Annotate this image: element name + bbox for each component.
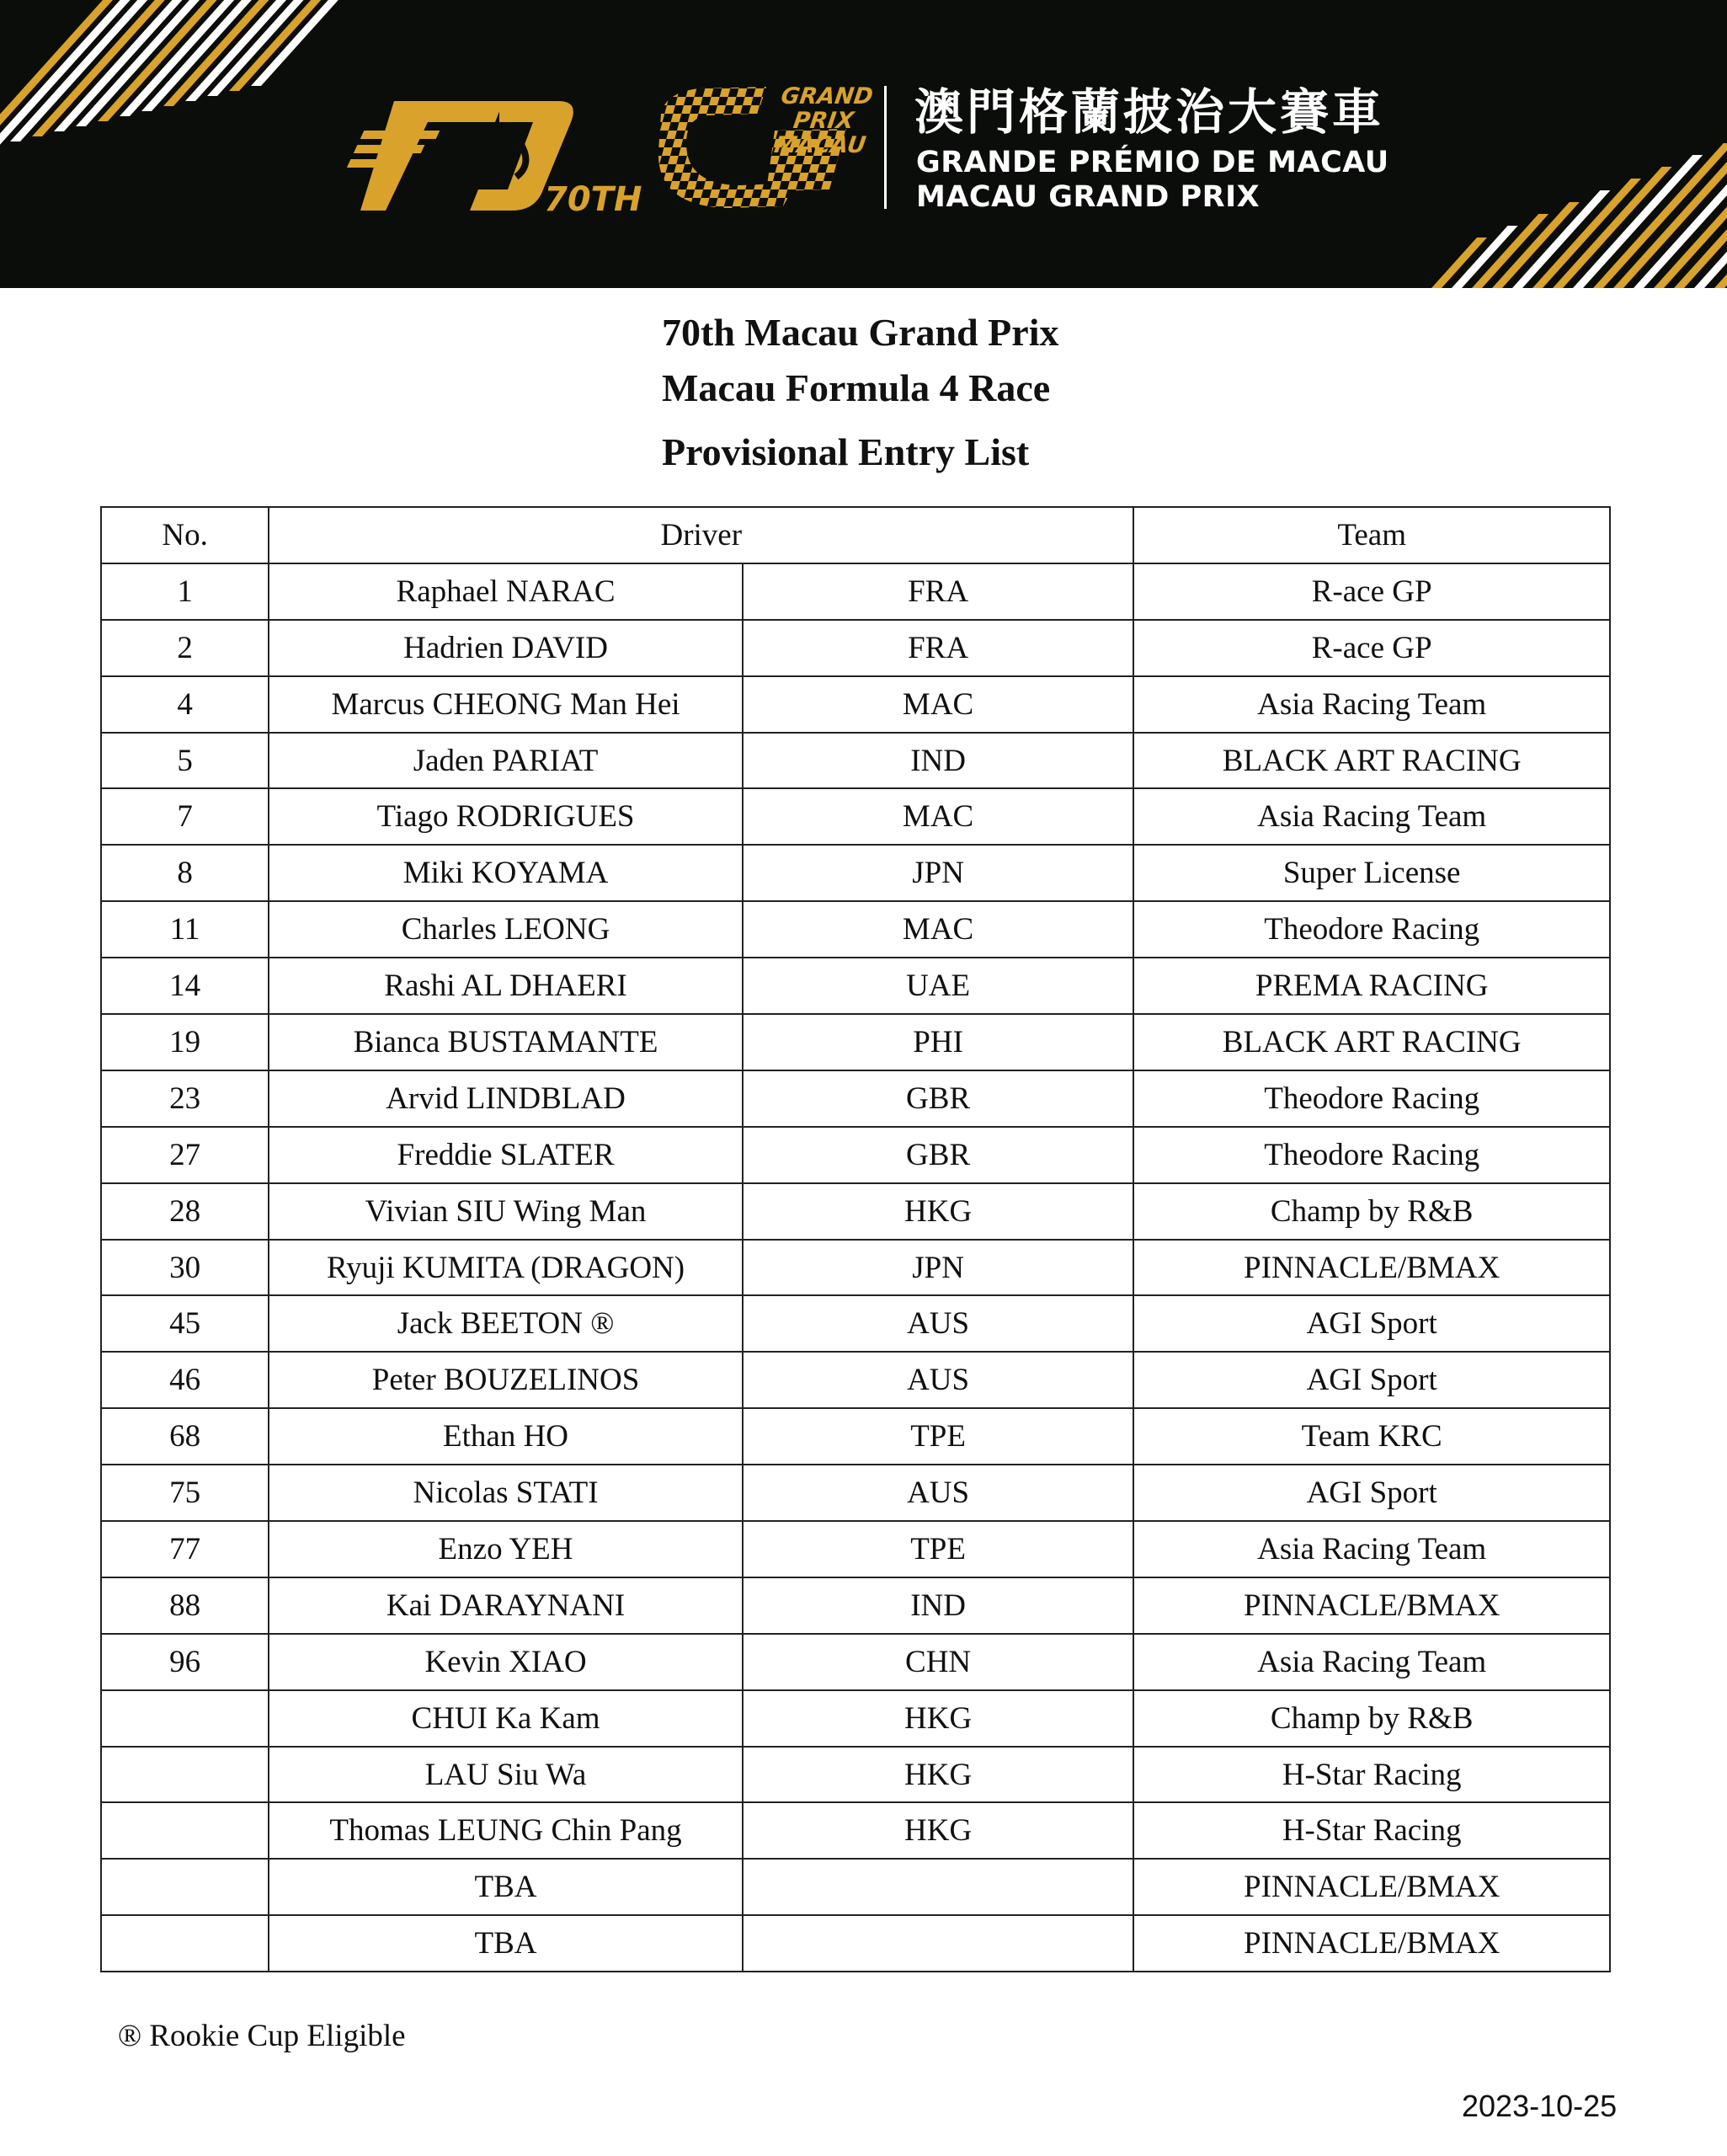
driver-name-cell: Kai DARAYNANI xyxy=(269,1577,743,1634)
table-row xyxy=(101,1070,1610,1127)
table-row xyxy=(101,1577,1610,1634)
driver-name-cell: Nicolas STATI xyxy=(269,1465,743,1521)
team-cell: Asia Racing Team xyxy=(1133,1521,1610,1577)
table-row xyxy=(101,733,1610,789)
car-number-cell: 68 xyxy=(101,1408,269,1465)
table-row xyxy=(101,845,1610,901)
driver-name-cell: Bianca BUSTAMANTE xyxy=(269,1014,743,1070)
table-row xyxy=(101,620,1610,676)
car-number-cell: 23 xyxy=(101,1070,269,1127)
car-number-cell: 45 xyxy=(101,1295,269,1352)
driver-name-cell: Marcus CHEONG Man Hei xyxy=(269,676,743,733)
nationality-cell: TPE xyxy=(743,1408,1134,1465)
nationality-cell: MAC xyxy=(743,788,1134,845)
table-row xyxy=(101,1747,1610,1803)
driver-name-cell: Tiago RODRIGUES xyxy=(269,788,743,845)
team-cell: PINNACLE/BMAX xyxy=(1133,1240,1610,1296)
car-number-cell: 77 xyxy=(101,1521,269,1577)
table-header-row xyxy=(101,507,1610,563)
driver-name-cell: Ryuji KUMITA (DRAGON) xyxy=(269,1240,743,1296)
driver-name-cell: Jack BEETON ® xyxy=(269,1295,743,1352)
table-row xyxy=(101,1183,1610,1240)
car-number-cell: 1 xyxy=(101,563,269,620)
team-cell: PINNACLE/BMAX xyxy=(1133,1915,1610,1972)
team-cell: Team KRC xyxy=(1133,1408,1610,1465)
team-cell: AGI Sport xyxy=(1133,1465,1610,1521)
driver-name-cell: CHUI Ka Kam xyxy=(269,1690,743,1747)
stripe xyxy=(32,0,165,136)
nationality-cell: GBR xyxy=(743,1127,1134,1183)
driver-name-cell: Rashi AL DHAERI xyxy=(269,958,743,1014)
nationality-cell: AUS xyxy=(743,1352,1134,1408)
table-row xyxy=(101,1295,1610,1352)
team-cell: H-Star Racing xyxy=(1133,1747,1610,1803)
driver-name-cell: TBA xyxy=(269,1859,743,1915)
driver-name-cell: Thomas LEUNG Chin Pang xyxy=(269,1802,743,1859)
car-number-cell: 7 xyxy=(101,788,269,845)
team-cell: Theodore Racing xyxy=(1133,901,1610,958)
nationality-cell: JPN xyxy=(743,845,1134,901)
car-number-cell xyxy=(101,1802,269,1859)
table-row xyxy=(101,1465,1610,1521)
nationality-cell: HKG xyxy=(743,1802,1134,1859)
team-cell: PINNACLE/BMAX xyxy=(1133,1859,1610,1915)
document-titles xyxy=(662,305,1058,480)
team-cell: AGI Sport xyxy=(1133,1295,1610,1352)
table-row xyxy=(101,1802,1610,1859)
team-cell: PINNACLE/BMAX xyxy=(1133,1577,1610,1634)
team-cell: Champ by R&B xyxy=(1133,1690,1610,1747)
gp-word-3: MACAU xyxy=(772,132,868,158)
table-row xyxy=(101,1521,1610,1577)
nationality-cell: HKG xyxy=(743,1183,1134,1240)
driver-name-cell: Arvid LINDBLAD xyxy=(269,1070,743,1127)
nationality-cell: FRA xyxy=(743,563,1134,620)
car-number-cell xyxy=(101,1915,269,1972)
team-cell: Asia Racing Team xyxy=(1133,676,1610,733)
gp-word-1: GRAND xyxy=(779,83,875,109)
car-number-cell xyxy=(101,1859,269,1915)
team-cell: PREMA RACING xyxy=(1133,958,1610,1014)
rookie-footnote: ® Rookie Cup Eligible xyxy=(118,2019,406,2053)
stripe xyxy=(54,0,182,131)
nationality-cell: FRA xyxy=(743,620,1134,676)
car-number-cell: 30 xyxy=(101,1240,269,1296)
nationality-cell: HKG xyxy=(743,1747,1134,1803)
nationality-cell: HKG xyxy=(743,1690,1134,1747)
car-number-cell: 5 xyxy=(101,733,269,789)
car-number-cell: 4 xyxy=(101,676,269,733)
table-row xyxy=(101,1240,1610,1296)
table-row xyxy=(101,1915,1610,1972)
chinese-title: 澳門格蘭披治大賽車 xyxy=(914,83,1385,141)
table-body xyxy=(101,563,1610,1972)
team-cell: Asia Racing Team xyxy=(1133,1634,1610,1690)
table-row xyxy=(101,1352,1610,1408)
car-number-cell: 8 xyxy=(101,845,269,901)
document-date: 2023-10-25 xyxy=(1462,2089,1618,2123)
nationality-cell: JPN xyxy=(743,1240,1134,1296)
car-number-cell: 14 xyxy=(101,958,269,1014)
nationality-cell: MAC xyxy=(743,676,1134,733)
team-cell: Asia Racing Team xyxy=(1133,788,1610,845)
list-title: Provisional Entry List xyxy=(662,430,1030,473)
car-number-cell xyxy=(101,1747,269,1803)
portuguese-title: GRANDE PRÉMIO DE MACAU xyxy=(916,146,1389,179)
car-number-cell: 28 xyxy=(101,1183,269,1240)
table-row xyxy=(101,788,1610,845)
driver-name-cell: Peter BOUZELINOS xyxy=(269,1352,743,1408)
driver-name-cell: Vivian SIU Wing Man xyxy=(269,1183,743,1240)
driver-name-cell: Jaden PARIAT xyxy=(269,733,743,789)
nationality-cell: IND xyxy=(743,733,1134,789)
header-divider xyxy=(884,86,887,209)
team-cell: BLACK ART RACING xyxy=(1133,733,1610,789)
header-banner xyxy=(0,0,1727,288)
nationality-cell: GBR xyxy=(743,1070,1134,1127)
team-cell: Theodore Racing xyxy=(1133,1127,1610,1183)
nationality-cell xyxy=(743,1915,1134,1972)
driver-name-cell: Freddie SLATER xyxy=(269,1127,743,1183)
car-number-cell: 88 xyxy=(101,1577,269,1634)
table-row xyxy=(101,1859,1610,1915)
team-cell: Super License xyxy=(1133,845,1610,901)
driver-name-cell: Raphael NARAC xyxy=(269,563,743,620)
car-number-cell: 2 xyxy=(101,620,269,676)
car-number-cell: 19 xyxy=(101,1014,269,1070)
table-row xyxy=(101,563,1610,620)
gp-word-2: PRIX xyxy=(792,108,856,134)
race-title: Macau Formula 4 Race xyxy=(662,366,1051,409)
header-no: No. xyxy=(101,507,269,563)
car-number-cell: 96 xyxy=(101,1634,269,1690)
header-team: Team xyxy=(1133,507,1610,563)
grand-prix-macau-wordmark xyxy=(768,84,879,157)
nationality-cell: UAE xyxy=(743,958,1134,1014)
car-number-cell: 27 xyxy=(101,1127,269,1183)
table-row xyxy=(101,958,1610,1014)
nationality-cell: TPE xyxy=(743,1521,1134,1577)
table-row xyxy=(101,676,1610,733)
driver-name-cell: Enzo YEH xyxy=(269,1521,743,1577)
driver-name-cell: Ethan HO xyxy=(269,1408,743,1465)
team-cell: Champ by R&B xyxy=(1133,1183,1610,1240)
driver-name-cell: Hadrien DAVID xyxy=(269,620,743,676)
event-title: 70th Macau Grand Prix xyxy=(662,311,1059,354)
nationality-cell: AUS xyxy=(743,1295,1134,1352)
logo-70-text: 70TH xyxy=(544,180,642,219)
nationality-cell: IND xyxy=(743,1577,1134,1634)
car-number-cell: 75 xyxy=(101,1465,269,1521)
driver-name-cell: LAU Siu Wa xyxy=(269,1747,743,1803)
nationality-cell xyxy=(743,1859,1134,1915)
table-row xyxy=(101,1634,1610,1690)
table-row xyxy=(101,1014,1610,1070)
car-number-cell: 46 xyxy=(101,1352,269,1408)
car-number-cell xyxy=(101,1690,269,1747)
table-row xyxy=(101,1690,1610,1747)
team-cell: H-Star Racing xyxy=(1133,1802,1610,1859)
driver-name-cell: Kevin XIAO xyxy=(269,1634,743,1690)
table-row xyxy=(101,901,1610,958)
nationality-cell: CHN xyxy=(743,1634,1134,1690)
table-row xyxy=(101,1127,1610,1183)
driver-name-cell: Miki KOYAMA xyxy=(269,845,743,901)
team-cell: R-ace GP xyxy=(1133,563,1610,620)
nationality-cell: MAC xyxy=(743,901,1134,958)
70th-anniversary-logo xyxy=(352,84,642,219)
driver-name-cell: TBA xyxy=(269,1915,743,1972)
team-cell: Theodore Racing xyxy=(1133,1070,1610,1127)
car-number-cell: 11 xyxy=(101,901,269,958)
header-driver: Driver xyxy=(269,507,1133,563)
driver-name-cell: Charles LEONG xyxy=(269,901,743,958)
table-row xyxy=(101,1408,1610,1465)
entry-list-table xyxy=(100,506,1611,1972)
english-title: MACAU GRAND PRIX xyxy=(916,180,1261,214)
team-cell: AGI Sport xyxy=(1133,1352,1610,1408)
team-cell: BLACK ART RACING xyxy=(1133,1014,1610,1070)
team-cell: R-ace GP xyxy=(1133,620,1610,676)
nationality-cell: PHI xyxy=(743,1014,1134,1070)
nationality-cell: AUS xyxy=(743,1465,1134,1521)
